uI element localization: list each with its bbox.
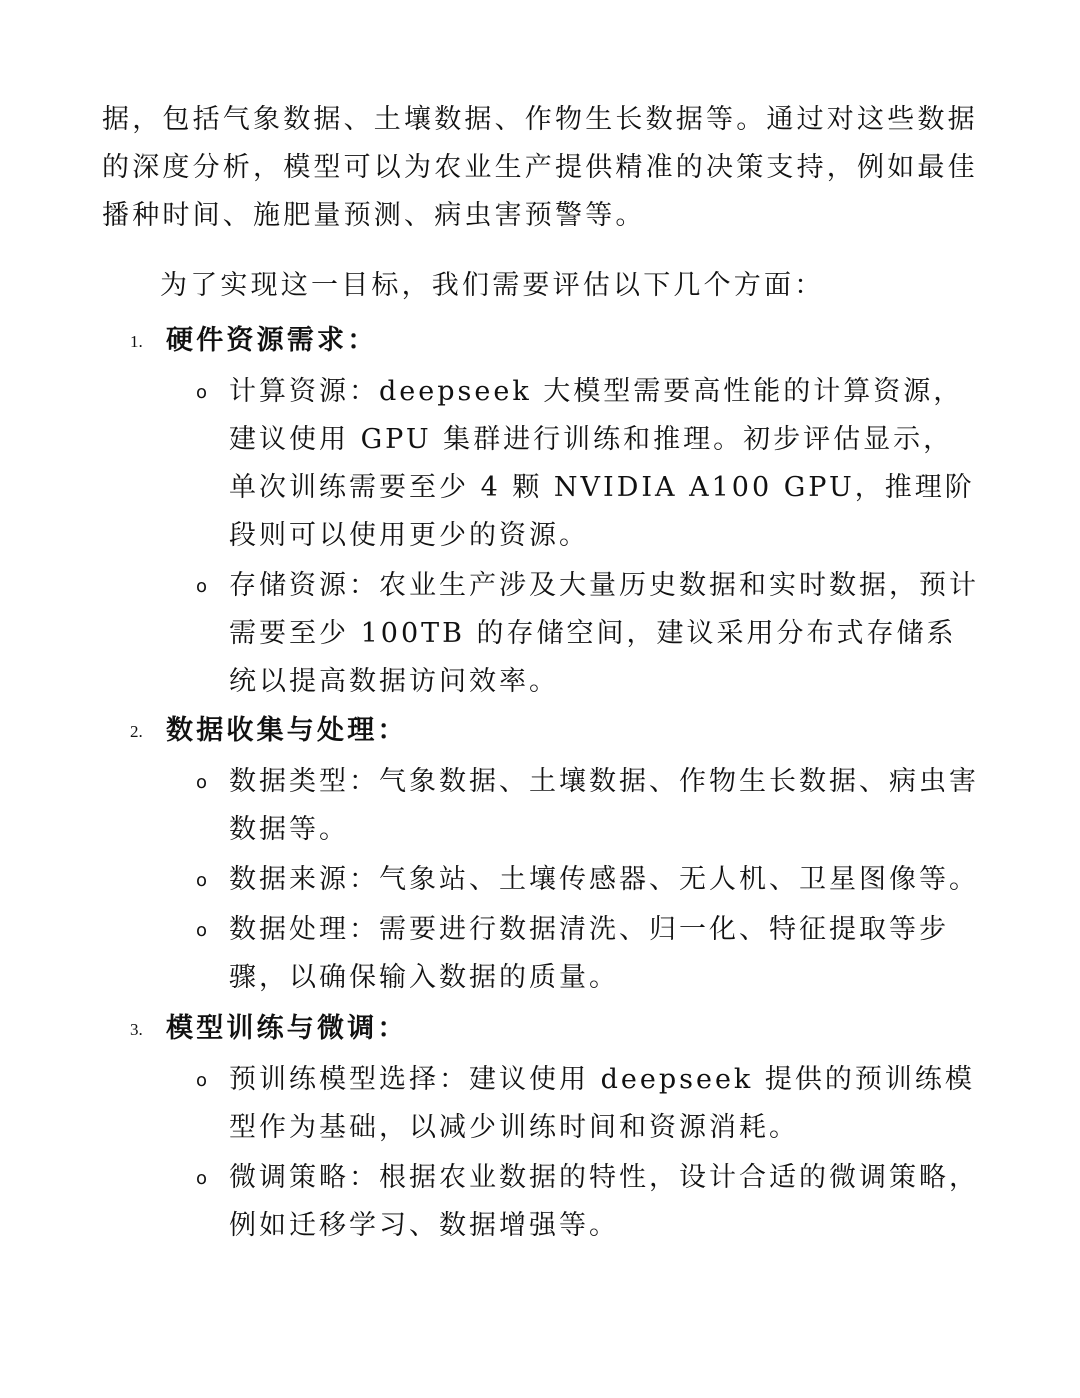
list-item-text: 数据处理：需要进行数据清洗、归一化、特征提取等步骤，以确保输入数据的质量。 (229, 914, 949, 993)
hollow-bullet-icon: o (196, 920, 208, 941)
hollow-bullet-icon: o (196, 870, 208, 891)
intro-paragraph: 据，包括气象数据、土壤数据、作物生长数据等。通过对这些数据的深度分析，模型可以为农业生产提供精准的决策支持，例如最佳播种时间、施肥量预测、病虫害预警等。 (102, 104, 978, 231)
hollow-bullet-icon: o (196, 382, 208, 403)
list-item-text: 微调策略：根据农业数据的特性，设计合适的微调策略，例如迁移学习、数据增强等。 (229, 1162, 979, 1241)
hollow-bullet-icon: o (196, 576, 208, 597)
list-item-text: 存储资源：农业生产涉及大量历史数据和实时数据，预计需要至少 100TB 的存储空间，建议采用分布式存储系统以提高数据访问效率。 (229, 570, 979, 697)
section-title: 数据收集与处理： (166, 715, 408, 746)
hollow-bullet-icon: o (196, 1070, 208, 1091)
list-item-text: 数据类型：气象数据、土壤数据、作物生长数据、病虫害数据等。 (229, 766, 979, 845)
hollow-bullet-icon: o (196, 772, 208, 793)
section-number: 3. (130, 1020, 143, 1039)
lead-paragraph: 为了实现这一目标，我们需要评估以下几个方面： (160, 270, 825, 301)
list-item-text: 计算资源：deepseek 大模型需要高性能的计算资源，建议使用 GPU 集群进行训练和推理。初步评估显示，单次训练需要至少 4 颗 NVIDIA A100 GPU，推理阶段则可以使用更少的资源。 (229, 376, 975, 551)
hollow-bullet-icon: o (196, 1168, 208, 1189)
section-title: 模型训练与微调： (166, 1013, 408, 1044)
list-item-text: 数据来源：气象站、土壤传感器、无人机、卫星图像等。 (229, 864, 979, 895)
list-item-text: 预训练模型选择：建议使用 deepseek 提供的预训练模型作为基础，以减少训练时间和资源消耗。 (229, 1064, 975, 1143)
section-title: 硬件资源需求： (166, 325, 378, 356)
section-number: 2. (130, 722, 143, 741)
section-number: 1. (130, 332, 143, 351)
